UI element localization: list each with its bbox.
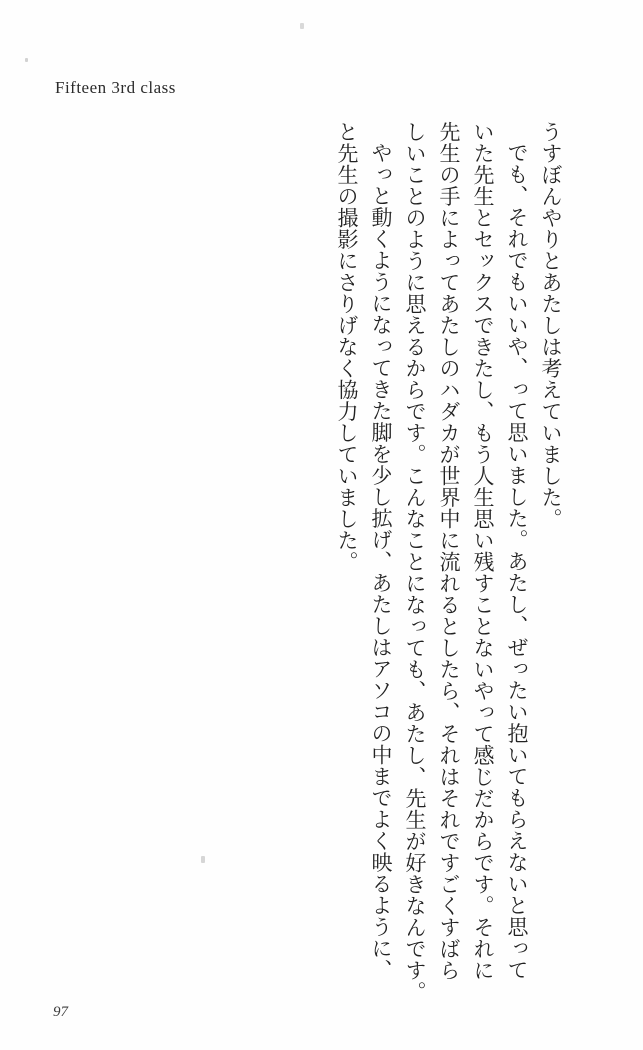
text-column: でも、それでもいいや、って思いました。あたし、ぜったい抱いてもらえないと思って [505,142,529,981]
page-number: 97 [53,1004,68,1020]
body-text [330,121,568,1003]
text-column: と先生の撮影にさりげなく協力していました。 [335,121,359,573]
running-header: Fifteen 3rd class [55,78,176,97]
text-column: しいことのように思えるからです。こんなことになっても、あたし、先生が好きなんです。 [403,121,427,1003]
text-column: うすぼんやりとあたしは考えていました。 [539,121,563,530]
text-column: やっと動くようになってきた脚を少し拡げ、あたしはアソコの中までよく映るように、 [369,142,393,981]
text-column: いた先生とセックスできたし、もう人生思い残すことないやって感じだからです。それに [471,121,495,981]
scan-speck [201,856,205,863]
scan-speck [25,58,28,62]
scan-speck [300,23,304,29]
text-column: 先生の手によってあたしのハダカが世界中に流れるとしたら、それはそれですごくすばら [437,121,461,981]
